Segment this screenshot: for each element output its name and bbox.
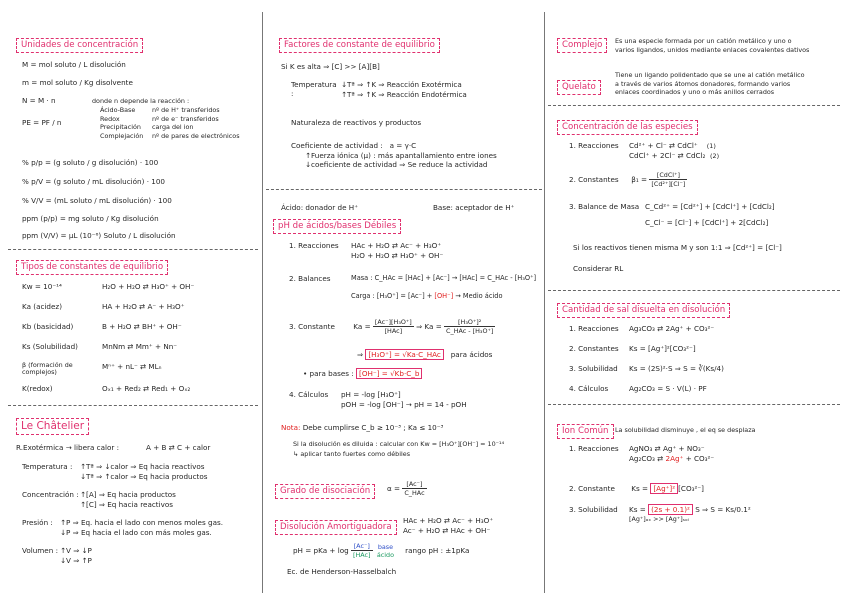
factor-effect: ↓Tª ⇒ ↑K ⇒ Reacción Exotérmica (341, 80, 462, 89)
chatelier-list (22, 462, 223, 574)
complex-definition (615, 37, 809, 54)
factor-effect: ↓coeficiente de actividad ⇒ Se reduce la actividad (305, 160, 488, 169)
constant-name: β (formación de complejos) (22, 361, 73, 376)
ion-reactions (569, 444, 714, 463)
step-label: 4. Cálculos (289, 390, 329, 399)
definition-text: a través de varios átomos donadores, formando varios (615, 79, 791, 88)
ph-step-balances (289, 274, 536, 302)
note-key: Precipitación (100, 123, 141, 131)
acid-label: ácido (376, 550, 395, 559)
section-title-dissociation: Grado de disociación (275, 484, 375, 499)
constant-equation: H₂O + H₂O ⇄ H₃O⁺ + OH⁻ (102, 282, 195, 291)
henderson-name: Ec. de Henderson-Hasselbalch (287, 567, 397, 576)
fraction-numerator: [CdCl⁺] (649, 171, 687, 180)
dissociation-formula (387, 480, 427, 497)
section-title-chatelier: Le Châtelier (16, 418, 89, 435)
constant-name: Kb (basicidad) (22, 322, 74, 331)
chatelier-effect: ↑V ⇒ ↓P (60, 546, 92, 555)
column-left (0, 0, 262, 599)
h3o-formula-row: ⇒ [H₃O⁺] = √Ka·C_HAc para ácidos (357, 350, 493, 359)
definition-text: varios ligandos, unidos mediante enlaces covalentes dativos (615, 45, 810, 54)
list-item: PE = PF / n (22, 118, 62, 127)
fraction-denominator: [Cd²⁺][Cl⁻] (651, 180, 686, 188)
chatelier-effect: ↓V ⇒ ↑P (60, 555, 92, 565)
chatelier-key: Concentración : (22, 490, 79, 499)
step-label: 2. Constante (569, 484, 615, 493)
hh-fraction (351, 542, 373, 559)
tag-complex: Complejo (557, 38, 607, 53)
dilution-text: Si la disolución es diluida : calcular con Kw = [H₃O⁺][OH⁻] = 10⁻¹⁴ (293, 440, 505, 448)
step-label: 1. Reacciones (569, 141, 619, 150)
section-title-species: Concentración de las especies (557, 120, 698, 135)
nota-label: Nota: (281, 423, 301, 432)
reaction-equation: HAc + H₂O ⇄ Ac⁻ + H₃O⁺ (403, 516, 494, 525)
note-key: Complejación (100, 131, 144, 140)
section-title-constants: Tipos de constantes de equilibrio (16, 260, 168, 275)
definition-text: Es una especie formada por un catión metálico y uno o (615, 37, 792, 45)
note-value: nº de pares de electrónicos (152, 131, 240, 140)
ph-step-constant: 3. Constante Ka = [Ac⁻][H₃O⁺] [HAc] ⇒ Ka = [H₃O⁺]² C_HAc - [H₃O⁺] (289, 318, 494, 335)
common-ion-note: La solubilidad disminuye , el eq se desplaza (615, 426, 756, 434)
factor-effect: ↑Tª ⇒ ↑K ⇒ Reacción Endotérmica (341, 89, 467, 99)
chatelier-effect: ↑[A] ⇒ Eq hacia productos (80, 490, 176, 499)
nota-text: Debe cumplirse C_b ≥ 10⁻³ ; Ka ≤ 10⁻³ (302, 423, 444, 432)
ka-label: Ka = (424, 322, 442, 331)
fraction-numerator: [H₃O⁺]² (444, 318, 495, 327)
units-list (22, 60, 176, 248)
base-label: base (377, 542, 394, 551)
note-title: donde n depende la reacción : (92, 97, 190, 105)
section-title-ph: pH de ácidos/bases Débiles (273, 219, 401, 234)
list-item: N = M · n (22, 96, 56, 105)
balance-equation: C_Cl⁻ = [Cl⁻] + [CdCl⁺] + 2[CdCl₂] (645, 218, 769, 227)
henderson-formula (293, 542, 469, 559)
constant-name: Kw = 10⁻¹⁴ (22, 282, 62, 291)
base-definition: Base: aceptador de H⁺ (433, 203, 515, 212)
fraction-numerator: [Ac⁻][H₃O⁺] (374, 318, 412, 326)
step-label: 3. Solubilidad (569, 505, 618, 514)
solubility-note: [Ag⁺]ₐₓ >> [Ag⁺]ₛₒₗ (629, 514, 689, 523)
h3o-note: para ácidos (450, 350, 493, 359)
solubility-highlight: (2s + 0.1)² (648, 504, 693, 515)
fraction-denominator: [HAc] (352, 551, 371, 559)
list-item: M = mol soluto / L disolución (22, 60, 126, 69)
step-label: 3. Solubilidad (569, 364, 618, 373)
constant-name: Ks (Solubilidad) (22, 342, 78, 351)
dilution-note (293, 440, 504, 459)
reaction-equation: AgNO₃ ⇄ Ag⁺ + NO₃⁻ (629, 444, 705, 453)
constants-table (22, 282, 194, 398)
factor-temperature (291, 80, 467, 99)
section-title-salt: Cantidad de sal disuelta en disolución (557, 303, 730, 318)
mass-balance: Masa : C_HAc = [HAc] + [Ac⁻] → [HAc] = C_HAc - [H₃O⁺] (351, 274, 537, 282)
list-item: ppm (p/p) = mg soluto / Kg disolución (22, 214, 159, 223)
step-label: 1. Reacciones (289, 241, 339, 250)
factor-activity (291, 141, 497, 170)
reaction-number: (2) (710, 151, 720, 160)
constant-equation: MnNm ⇄ Mm⁺ + Nn⁻ (102, 342, 178, 351)
constant-equation: B + H₂O ⇄ BH⁺ + OH⁻ (102, 322, 182, 331)
ka-fraction (444, 318, 495, 335)
reaction-equation: Ac⁻ + H₂O ⇄ HAc + OH⁻ (403, 525, 491, 535)
step-label: 2. Constantes (569, 175, 619, 184)
species-note: Si los reactivos tienen misma M y son 1:1 ⇒ [Cd²⁺] = [Cl⁻] (573, 243, 782, 252)
section-title-factors: Factores de constante de equilibrio (279, 38, 440, 53)
list-item: % p/V = (g soluto / mL disolución) · 100 (22, 177, 165, 186)
fraction-denominator: [HAc] (384, 327, 403, 335)
ks-label: Ks = (629, 505, 646, 514)
ph-range: rango pH : ±1pKa (405, 546, 470, 555)
constant-equation: HA + H₂O ⇄ A⁻ + H₃O⁺ (102, 302, 185, 311)
fraction-denominator: C_HAc - [H₃O⁺] (446, 327, 494, 335)
alpha-label: α = (387, 484, 401, 493)
constant-equation: Oₓ₁ + Red₂ ⇄ Red₁ + Oₓ₂ (102, 384, 191, 393)
chatelier-exothermic: R.Exotérmica → libera calor : (16, 443, 120, 452)
reaction-number: (1) (706, 142, 716, 150)
step-label: 1. Reacciones (569, 444, 619, 453)
ks-label: Ks = (631, 484, 649, 493)
step-label: 3. Constante (289, 322, 335, 331)
factor-label: Temperatura : (291, 80, 337, 98)
ka-fraction (373, 318, 414, 335)
chatelier-effect: ↑[C] ⇒ Eq hacia reactivos (80, 499, 174, 509)
ion-solubility (569, 505, 751, 524)
activity-equation: a = γ·C (389, 141, 417, 150)
charge-balance: Carga : [H₃O⁺] = [Ac⁻] + (351, 292, 433, 300)
list-item: ppm (V/V) = μL (10⁻⁶) Soluto / L disolución (22, 231, 176, 240)
acid-definition: Ácido: donador de H⁺ (281, 203, 358, 212)
species-rl: Considerar RL (573, 264, 624, 273)
chatelier-key: Presión : (22, 518, 53, 527)
list-item: m = mol soluto / Kg disolvente (22, 78, 133, 87)
buffer-reactions (403, 516, 493, 535)
step-equation: Ag₂CO₃ = S · V(L) · PF (629, 384, 707, 393)
definition-text: Tiene un ligando polidentado que se une al catión metálico (615, 71, 805, 79)
oh-formula: [OH⁻] = √Kb·C_b (356, 368, 422, 379)
fraction-denominator: C_HAc (404, 489, 425, 497)
step-label: 3. Balance de Masa (569, 202, 640, 211)
factor-nature: Naturaleza de reactivos y productos (291, 118, 422, 127)
note-key: Redox (100, 114, 120, 123)
ph-step-calculations (289, 390, 467, 409)
alpha-fraction (402, 480, 426, 497)
constant-name: K(redox) (22, 384, 53, 393)
chatelier-effect: ↑P ⇒ Eq. hacia el lado con menos moles gas. (60, 518, 224, 527)
step-label: 4. Cálculos (569, 384, 609, 393)
chatelier-equation: A + B ⇄ C + calor (146, 443, 211, 452)
note-value: carga del ion (152, 123, 194, 131)
normality-note (92, 97, 240, 140)
reaction-equation: + CO₃²⁻ (685, 453, 715, 463)
chatelier-effect: ↑Tª ⇒ ↓calor ⇒ Eq hacia reactivos (80, 462, 205, 471)
hh-labels (375, 543, 396, 559)
reaction-equation: Cd²⁺ + Cl⁻ ⇄ CdCl⁺ (629, 141, 698, 150)
reaction-equation: HAc + H₂O ⇄ Ac⁻ + H₃O⁺ (351, 241, 442, 250)
chatelier-effect: ↓P ⇒ Eq hacia el lado con más moles gas. (60, 527, 212, 537)
charge-balance-highlight: [OH⁻] (434, 292, 454, 300)
chatelier-effect: ↓Tª ⇒ ↑calor ⇒ Eq hacia productos (80, 471, 208, 481)
salt-steps (569, 324, 724, 404)
step-label: 2. Balances (289, 274, 331, 283)
column-middle (263, 0, 544, 599)
dilution-text: ↳ aplicar tanto fuertes como débiles (293, 449, 411, 458)
beta-label: β₁ = (631, 175, 648, 184)
ph-formula: pOH = -log [OH⁻] → pH = 14 - pOH (341, 399, 467, 409)
constant-equation: Mⁿ⁺ + nL⁻ ⇄ MLₙ (102, 362, 162, 371)
chatelier-key: Temperatura : (22, 462, 73, 471)
reaction-highlight: 2Ag⁺ (665, 453, 684, 463)
note-value: nº de e⁻ transferidos (152, 114, 219, 123)
section-title-buffer: Disolución Amortiguadora (275, 520, 397, 535)
definition-text: enlaces coordinados y uno o más anillos cerrados (615, 88, 775, 96)
fraction-numerator: [Ac⁻] (351, 542, 373, 551)
species-mass-balance (569, 202, 775, 228)
factor-effect: ↑Fuerza iónica (μ) : más apantallamiento entre iones (305, 150, 497, 160)
ion-constant (569, 484, 704, 493)
list-item: % p/p = (g soluto / g disolución) · 100 (22, 158, 159, 167)
chelate-definition (615, 71, 805, 97)
section-title-units: Unidades de concentración (16, 38, 143, 53)
chatelier-key: Volumen : (22, 546, 58, 555)
beta-fraction (649, 171, 687, 188)
step-label: 1. Reacciones (569, 324, 619, 333)
reaction-equation: Ag₂CO₃ ⇄ (629, 453, 664, 463)
species-constants (569, 171, 687, 188)
solubility-tail: S ⇒ S = Ks/0.1² (695, 505, 751, 514)
oh-formula-row: • para bases : [OH⁻] = √Kb·C_b (303, 369, 422, 378)
reaction-equation: H₂O + H₂O ⇄ H₃O⁺ + OH⁻ (351, 250, 444, 260)
h3o-formula: [H₃O⁺] = √Ka·C_HAc (365, 349, 444, 360)
factors-intro: Si K es alta ⇒ [C] >> [A][B] (281, 62, 380, 71)
step-equation: Ag₃CO₃ ⇄ 2Ag⁺ + CO₃²⁻ (629, 324, 715, 333)
validity-note (281, 423, 443, 432)
balance-equation: C_Cd²⁺ = [Cd²⁺] + [CdCl⁺] + [CdCl₂] (645, 202, 775, 211)
fraction-numerator: [Ac⁻] (402, 480, 426, 489)
tag-chelate: Quelato (557, 80, 601, 95)
ph-step-reactions (289, 241, 443, 260)
base-note: para bases : (309, 369, 354, 378)
step-label: 2. Constantes (569, 344, 619, 353)
list-item: % V/V = (mL soluto / mL disolución) · 100 (22, 196, 172, 205)
ka-label: Ka = (353, 322, 371, 331)
step-equation: Ks = [Ag⁺]²[CO₃²⁻] (629, 344, 696, 353)
step-equation: Ks = (2S)²·S ⇒ S = ∛(Ks/4) (629, 364, 724, 373)
section-title-common-ion: Ion Común (557, 424, 614, 439)
ks-tail: [CO₃²⁻] (678, 484, 704, 493)
charge-balance-note: → Medio ácido (455, 292, 503, 300)
hh-prefix: pH = pKa + log (293, 546, 349, 555)
ph-formula: pH = -log [H₃O⁺] (341, 390, 401, 399)
note-value: nº de H⁺ transferidos (152, 106, 220, 114)
column-right (545, 0, 848, 599)
constant-name: Ka (acidez) (22, 302, 62, 311)
species-reactions (569, 141, 719, 160)
factor-label: Coeficiente de actividad : (291, 141, 383, 150)
ks-highlight: [Ag⁺]² (650, 483, 678, 494)
note-key: Ácido-Base (100, 106, 136, 114)
reaction-equation: CdCl⁺ + 2Cl⁻ ⇄ CdCl₂ (629, 150, 706, 160)
